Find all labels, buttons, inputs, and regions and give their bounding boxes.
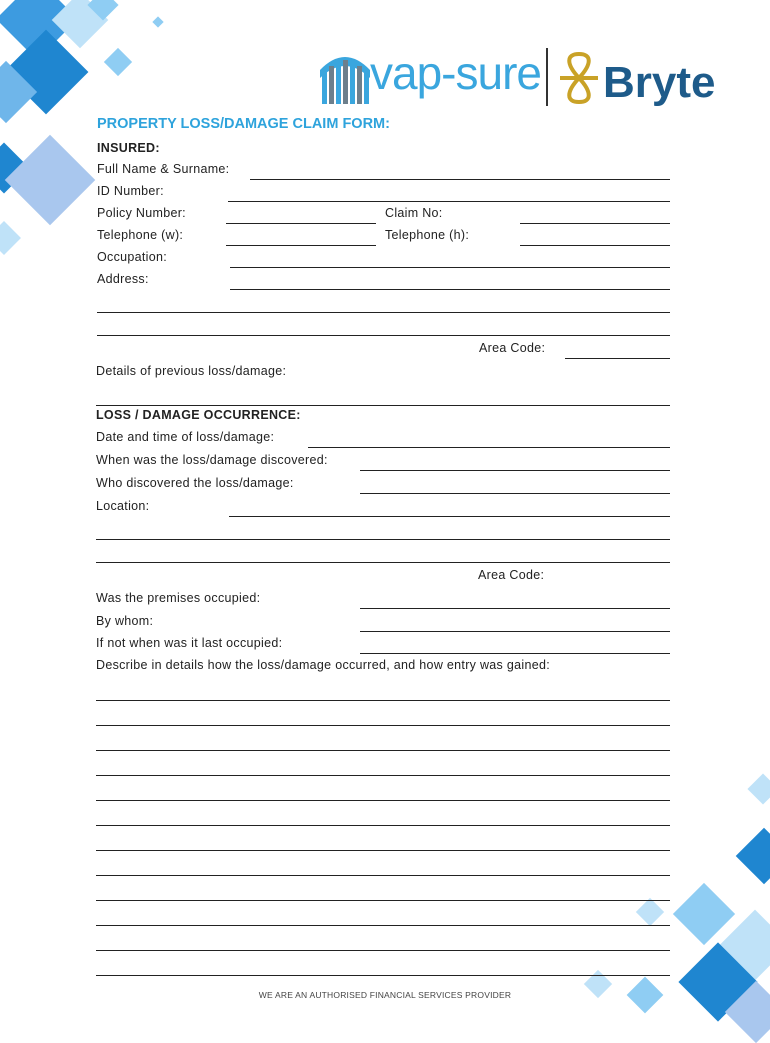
form-title: PROPERTY LOSS/DAMAGE CLAIM FORM: (97, 116, 390, 132)
address-field-line-2[interactable] (97, 312, 670, 313)
discovered-by-label: Who discovered the loss/damage: (96, 476, 294, 490)
description-line[interactable] (96, 700, 670, 701)
address-field-line-3[interactable] (97, 335, 670, 336)
bryte-infinity-icon (556, 50, 602, 106)
location-label: Location: (96, 499, 150, 513)
full-name-label: Full Name & Surname: (97, 162, 230, 176)
telephone-w-label: Telephone (w): (97, 228, 184, 242)
description-line[interactable] (96, 825, 670, 826)
occupation-field[interactable] (230, 267, 670, 268)
description-line[interactable] (96, 925, 670, 926)
date-time-label: Date and time of loss/damage: (96, 430, 275, 444)
premises-occupied-field[interactable] (360, 608, 670, 609)
claim-no-label: Claim No: (385, 206, 443, 220)
location-field-line-3[interactable] (96, 562, 670, 563)
discovered-when-field[interactable] (360, 470, 670, 471)
telephone-h-label: Telephone (h): (385, 228, 470, 242)
description-line[interactable] (96, 725, 670, 726)
logo-divider (546, 48, 548, 106)
insured-heading: INSURED: (97, 141, 160, 155)
date-time-field[interactable] (308, 447, 670, 448)
telephone-w-field[interactable] (226, 245, 376, 246)
premises-occupied-label: Was the premises occupied: (96, 591, 261, 605)
vap-sure-logo-icon (318, 48, 372, 108)
previous-loss-field[interactable] (96, 405, 670, 406)
address-field-line-1[interactable] (230, 289, 670, 290)
telephone-h-field[interactable] (520, 245, 670, 246)
last-occupied-label: If not when was it last occupied: (96, 636, 283, 650)
discovered-when-label: When was the loss/damage discovered: (96, 453, 328, 467)
discovered-by-field[interactable] (360, 493, 670, 494)
location-field-line-2[interactable] (96, 539, 670, 540)
description-line[interactable] (96, 975, 670, 976)
describe-label: Describe in details how the loss/damage occurred, and how entry was gained: (96, 658, 550, 672)
last-occupied-field[interactable] (360, 653, 670, 654)
full-name-field[interactable] (250, 179, 670, 180)
id-number-label: ID Number: (97, 184, 164, 198)
vap-sure-wordmark: vap-sure (370, 47, 541, 99)
policy-number-label: Policy Number: (97, 206, 186, 220)
description-line[interactable] (96, 800, 670, 801)
occurrence-heading: LOSS / DAMAGE OCCURRENCE: (96, 408, 301, 422)
description-line[interactable] (96, 875, 670, 876)
bryte-wordmark: Bryte (603, 58, 716, 107)
description-line[interactable] (96, 750, 670, 751)
area-code-label: Area Code: (479, 341, 546, 355)
by-whom-label: By whom: (96, 614, 154, 628)
policy-number-field[interactable] (226, 223, 376, 224)
description-line[interactable] (96, 950, 670, 951)
by-whom-field[interactable] (360, 631, 670, 632)
location-field-line-1[interactable] (229, 516, 670, 517)
description-line[interactable] (96, 775, 670, 776)
brand-logos (318, 44, 738, 114)
description-line[interactable] (96, 900, 670, 901)
occupation-label: Occupation: (97, 250, 168, 264)
area-code-field[interactable] (565, 358, 670, 359)
description-line[interactable] (96, 850, 670, 851)
footer-fsp-notice: WE ARE AN AUTHORISED FINANCIAL SERVICES PROVIDER (258, 990, 512, 1000)
claim-no-field[interactable] (520, 223, 670, 224)
location-area-code-label: Area Code: (478, 568, 545, 582)
previous-loss-label: Details of previous loss/damage: (96, 364, 287, 378)
id-number-field[interactable] (228, 201, 670, 202)
address-label: Address: (97, 272, 149, 286)
